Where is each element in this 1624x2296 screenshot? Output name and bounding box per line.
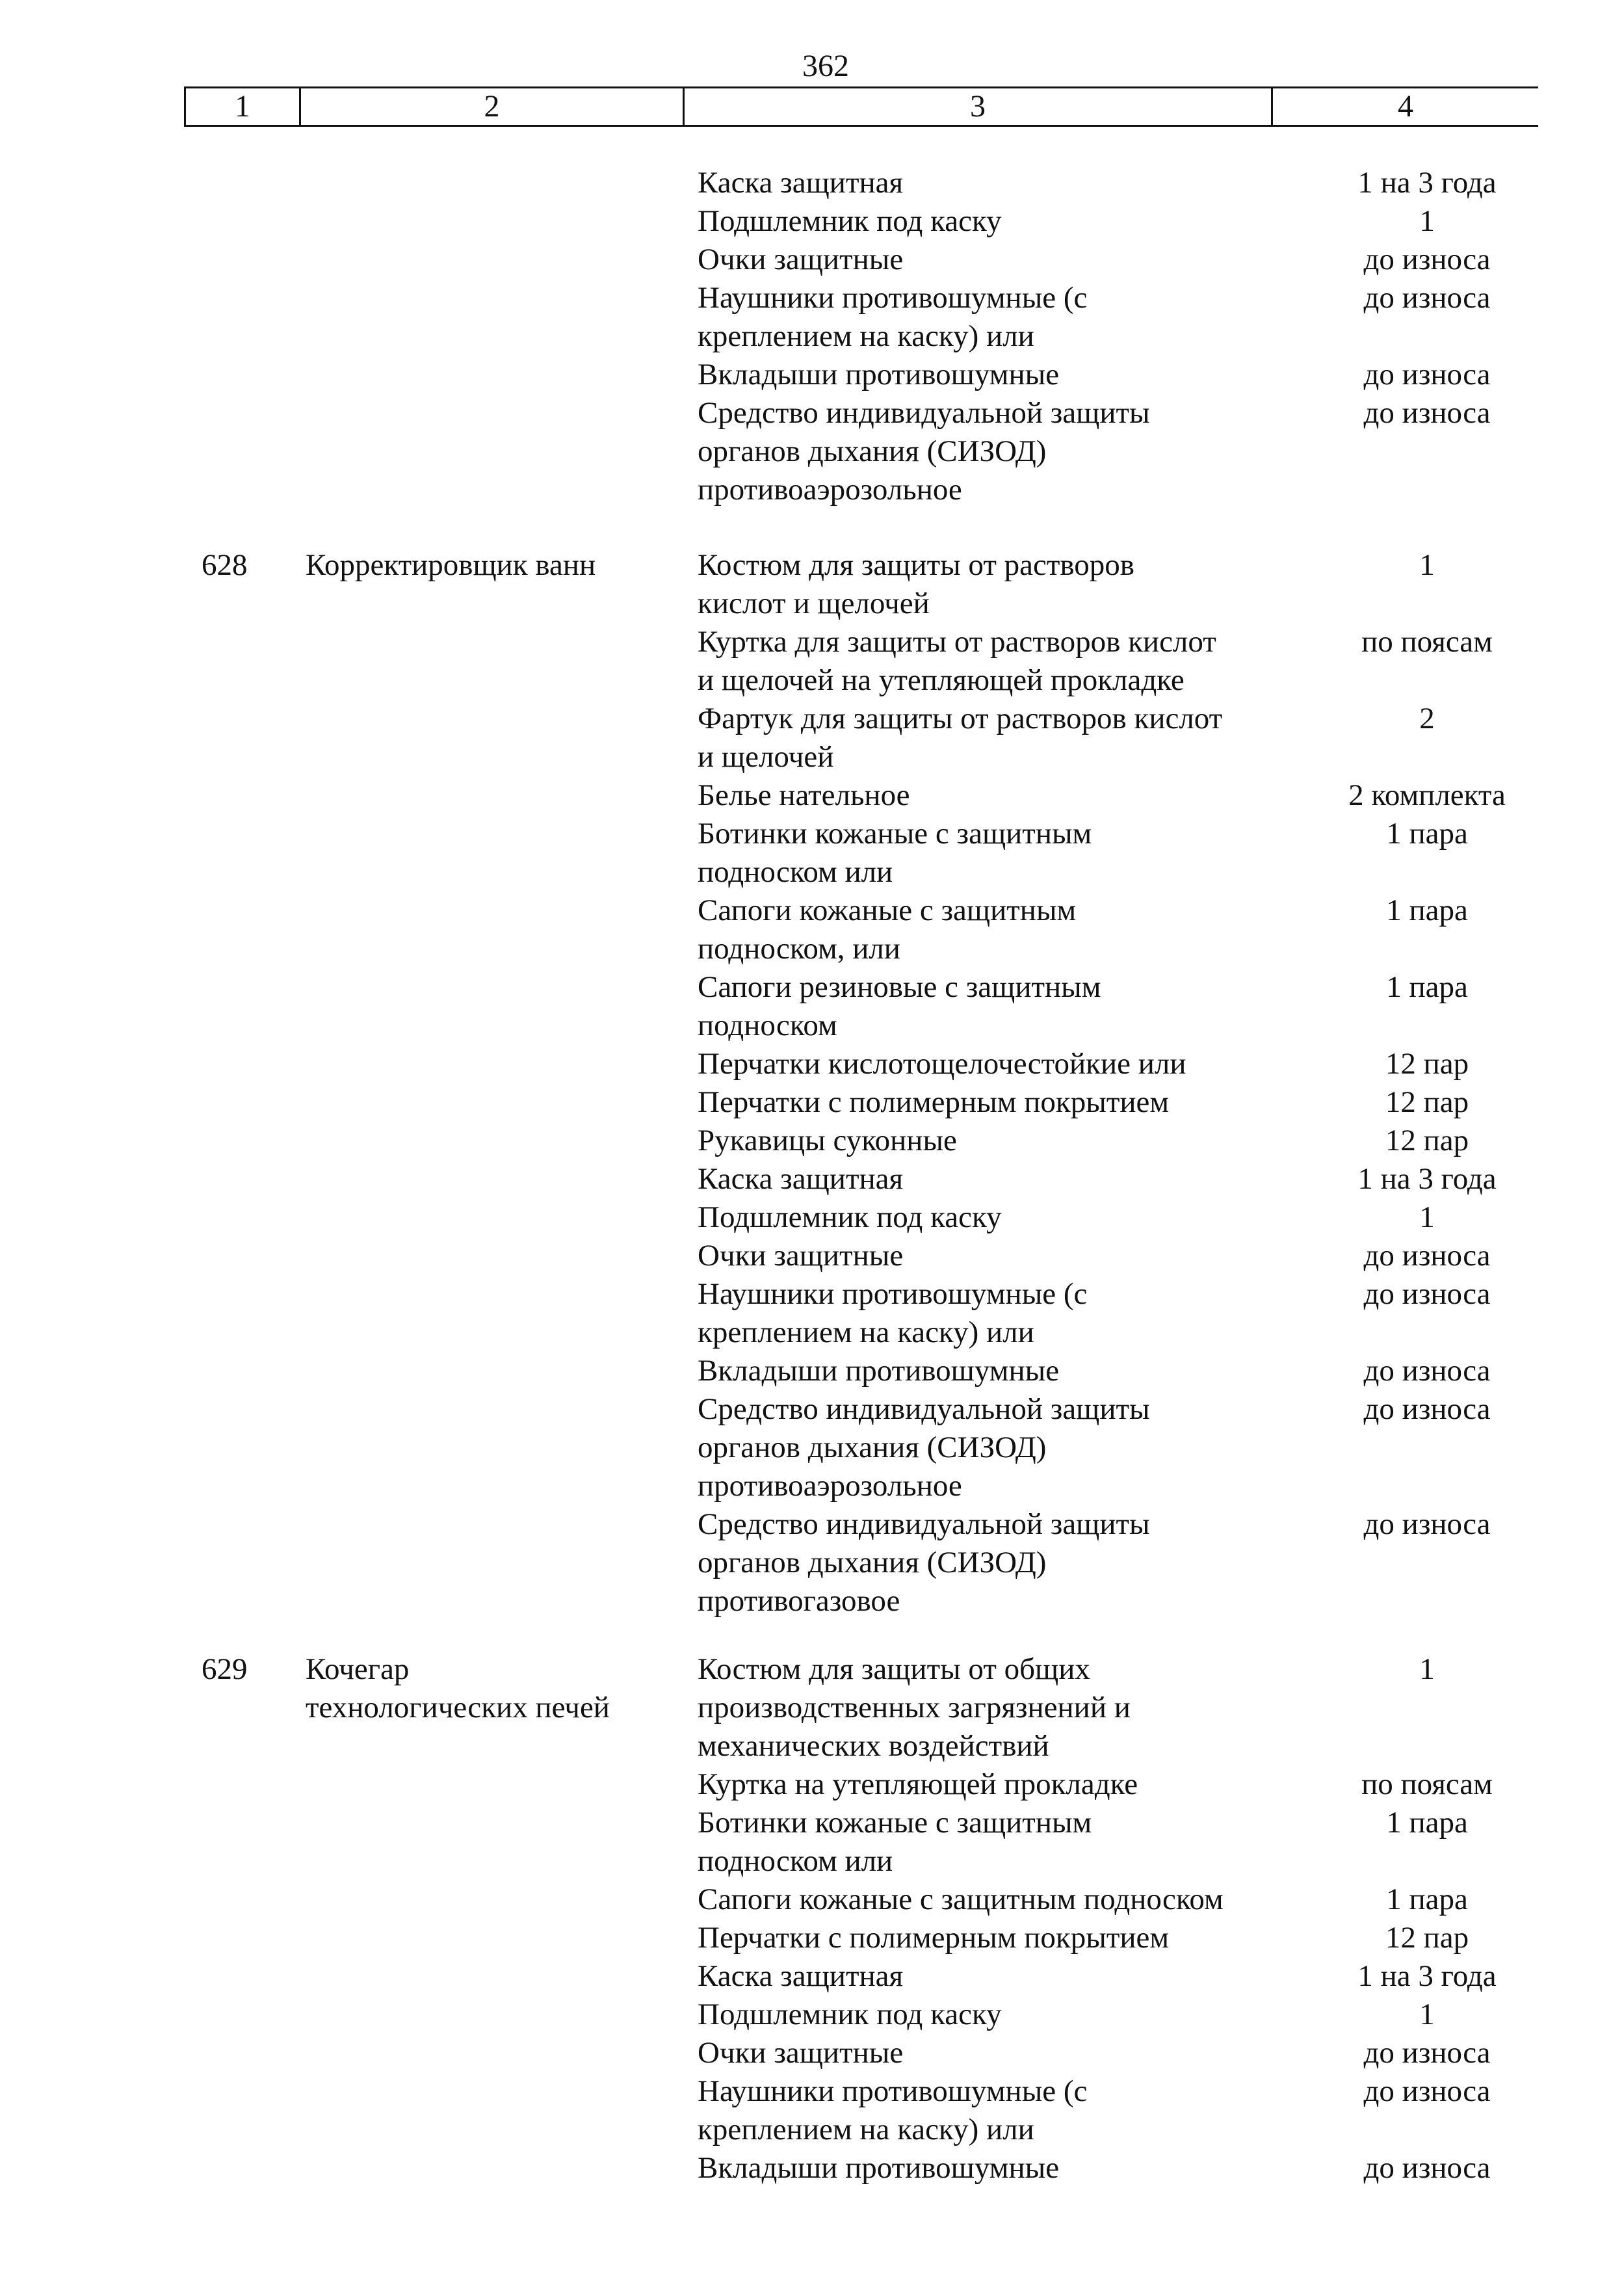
page-number: 362: [802, 49, 849, 83]
ppe-item-name: [698, 1045, 1283, 1083]
ppe-item-norm: до износа: [1363, 1392, 1491, 1426]
ppe-item-name: [698, 1237, 1283, 1275]
ppe-item-name: [698, 1160, 1283, 1198]
ppe-item-line: органов дыхания (СИЗОД): [698, 434, 1047, 468]
ppe-item-line: Перчатки кислотощелочестойкие или: [698, 1047, 1186, 1081]
table-header: [184, 86, 1538, 127]
ppe-item-line: Наушники противошумные (с: [698, 1277, 1088, 1311]
ppe-item-line: Средство индивидуальной защиты: [698, 1392, 1150, 1426]
profession-name: [306, 1650, 670, 1727]
ppe-item-line: Подшлемник под каску: [698, 1200, 1002, 1234]
ppe-item-name: [698, 2149, 1283, 2187]
ppe-item-norm: до износа: [1363, 1277, 1491, 1311]
ppe-item-line: Наушники противошумные (с: [698, 2074, 1088, 2108]
ppe-item-name: [698, 279, 1283, 356]
ppe-item-line: подноском, или: [698, 932, 900, 966]
ppe-item-norm: до износа: [1363, 2151, 1491, 2185]
ppe-item-norm: до износа: [1363, 396, 1491, 430]
ppe-item-line: Подшлемник под каску: [698, 1998, 1002, 2031]
ppe-item-name: [698, 815, 1283, 891]
ppe-item-norm: 1 пара: [1386, 1806, 1468, 1840]
ppe-item-norm: 1 пара: [1386, 893, 1468, 927]
ppe-item-line: Вкладыши противошумные: [698, 1354, 1060, 1388]
ppe-item-line: противогазовое: [698, 1584, 900, 1618]
ppe-item-line: Наушники противошумные (с: [698, 281, 1088, 315]
ppe-item-line: органов дыхания (СИЗОД): [698, 1546, 1047, 1579]
ppe-item-norm: 1 пара: [1386, 970, 1468, 1004]
ppe-item-line: противоаэрозольное: [698, 473, 962, 507]
ppe-item-norm: 1: [1419, 1200, 1435, 1234]
ppe-item-norm: 1: [1419, 204, 1435, 238]
ppe-item-name: [698, 1650, 1283, 1765]
ppe-item-name: [698, 164, 1283, 202]
ppe-item-norm: 1 на 3 года: [1357, 1959, 1497, 1993]
ppe-item-line: креплением на каску) или: [698, 319, 1034, 353]
ppe-item-line: Подшлемник под каску: [698, 204, 1002, 238]
ppe-item-norm: 1 пара: [1386, 817, 1468, 851]
ppe-item-line: Каска защитная: [698, 1162, 904, 1196]
header-col-3: 3: [685, 88, 1273, 125]
ppe-item-line: и щелочей: [698, 740, 834, 774]
ppe-item-line: Вкладыши противошумные: [698, 358, 1060, 391]
ppe-item-line: Сапоги кожаные с защитным: [698, 893, 1077, 927]
ppe-item-line: кислот и щелочей: [698, 587, 930, 620]
row-number: 628: [202, 548, 248, 582]
ppe-item-line: Сапоги кожаные с защитным подноском: [698, 1882, 1224, 1916]
ppe-item-name: [698, 891, 1283, 968]
ppe-item-norm: 1: [1419, 1652, 1435, 1686]
ppe-item-name: [698, 1122, 1283, 1160]
ppe-item-line: Перчатки с полимерным покрытием: [698, 1085, 1170, 1119]
ppe-item-line: Куртка на утепляющей прокладке: [698, 1767, 1138, 1801]
ppe-item-line: Перчатки с полимерным покрытием: [698, 1921, 1170, 1955]
ppe-item-line: и щелочей на утепляющей прокладке: [698, 663, 1185, 697]
ppe-item-name: [698, 546, 1283, 623]
ppe-item-norm: 12 пар: [1385, 1085, 1469, 1119]
ppe-item-line: Каска защитная: [698, 1959, 904, 1993]
ppe-item-norm: до износа: [1363, 1507, 1491, 1541]
ppe-item-name: [698, 202, 1283, 241]
ppe-item-line: производственных загрязнений и: [698, 1691, 1131, 1724]
ppe-item-line: Куртка для защиты от растворов кислот: [698, 625, 1216, 659]
ppe-item-name: [698, 2072, 1283, 2149]
ppe-item-name: [698, 241, 1283, 279]
ppe-item-name: [698, 2034, 1283, 2072]
ppe-item-name: [698, 623, 1283, 700]
ppe-item-norm: 1: [1419, 548, 1435, 582]
ppe-item-line: Средство индивидуальной защиты: [698, 396, 1150, 430]
ppe-item-name: [698, 356, 1283, 394]
ppe-item-norm: 1 пара: [1386, 1882, 1468, 1916]
ppe-item-line: Сапоги резиновые с защитным: [698, 970, 1101, 1004]
ppe-item-norm: до износа: [1363, 243, 1491, 276]
ppe-item-line: Костюм для защиты от общих: [698, 1652, 1090, 1686]
ppe-item-norm: по поясам: [1361, 1767, 1493, 1801]
ppe-item-norm: до износа: [1363, 358, 1491, 391]
ppe-item-line: подноском: [698, 1009, 837, 1042]
ppe-item-name: [698, 1352, 1283, 1390]
ppe-item-line: противоаэрозольное: [698, 1469, 962, 1503]
ppe-item-line: Рукавицы суконные: [698, 1124, 957, 1157]
ppe-item-line: Очки защитные: [698, 243, 904, 276]
ppe-item-name: [698, 1505, 1283, 1620]
header-col-1: 1: [186, 88, 301, 125]
ppe-item-norm: до износа: [1363, 2074, 1491, 2108]
ppe-item-norm: 1 на 3 года: [1357, 1162, 1497, 1196]
ppe-item-name: [698, 776, 1283, 815]
ppe-item-line: Костюм для защиты от растворов: [698, 548, 1134, 582]
ppe-item-norm: 12 пар: [1385, 1047, 1469, 1081]
ppe-item-norm: до износа: [1363, 1354, 1491, 1388]
profession-name: [306, 546, 670, 585]
ppe-item-name: [698, 1765, 1283, 1804]
ppe-item-line: Каска защитная: [698, 166, 904, 200]
ppe-item-name: [698, 1198, 1283, 1237]
ppe-item-line: Ботинки кожаные с защитным: [698, 817, 1092, 851]
ppe-item-line: креплением на каску) или: [698, 2113, 1034, 2146]
ppe-item-norm: 2: [1419, 702, 1435, 735]
row-number: 629: [202, 1652, 248, 1686]
ppe-item-norm: 1 на 3 года: [1357, 166, 1497, 200]
ppe-item-line: подноском или: [698, 1844, 893, 1878]
header-col-2: 2: [301, 88, 685, 125]
ppe-item-line: Очки защитные: [698, 1239, 904, 1273]
header-col-4: 4: [1398, 89, 1413, 124]
ppe-item-norm: 1: [1419, 1998, 1435, 2031]
ppe-item-name: [698, 1275, 1283, 1352]
ppe-item-line: Ботинки кожаные с защитным: [698, 1806, 1092, 1840]
ppe-item-line: Вкладыши противошумные: [698, 2151, 1060, 2185]
profession-line: Корректировщик ванн: [306, 548, 596, 582]
ppe-item-name: [698, 1390, 1283, 1505]
ppe-item-name: [698, 1957, 1283, 1996]
profession-line: Кочегар: [306, 1652, 410, 1686]
ppe-item-name: [698, 1880, 1283, 1919]
ppe-item-name: [698, 1996, 1283, 2034]
ppe-item-name: [698, 700, 1283, 776]
ppe-item-line: механических воздействий: [698, 1729, 1049, 1763]
ppe-item-line: Очки защитные: [698, 2036, 904, 2070]
ppe-item-name: [698, 968, 1283, 1045]
ppe-item-norm: 12 пар: [1385, 1921, 1469, 1955]
ppe-item-norm: 2 комплекта: [1348, 778, 1506, 812]
ppe-item-norm: до износа: [1363, 2036, 1491, 2070]
ppe-item-line: подноском или: [698, 855, 893, 889]
profession-line: технологических печей: [306, 1691, 610, 1724]
ppe-item-name: [698, 1083, 1283, 1122]
ppe-item-line: органов дыхания (СИЗОД): [698, 1431, 1047, 1464]
ppe-item-name: [698, 394, 1283, 509]
ppe-item-name: [698, 1919, 1283, 1957]
ppe-item-norm: до износа: [1363, 281, 1491, 315]
ppe-item-line: Белье нательное: [698, 778, 910, 812]
ppe-item-line: Фартук для защиты от растворов кислот: [698, 702, 1223, 735]
ppe-item-norm: по поясам: [1361, 625, 1493, 659]
ppe-item-line: Средство индивидуальной защиты: [698, 1507, 1150, 1541]
ppe-item-line: креплением на каску) или: [698, 1315, 1034, 1349]
ppe-item-norm: до износа: [1363, 1239, 1491, 1273]
ppe-item-name: [698, 1804, 1283, 1880]
ppe-item-norm: 12 пар: [1385, 1124, 1469, 1157]
